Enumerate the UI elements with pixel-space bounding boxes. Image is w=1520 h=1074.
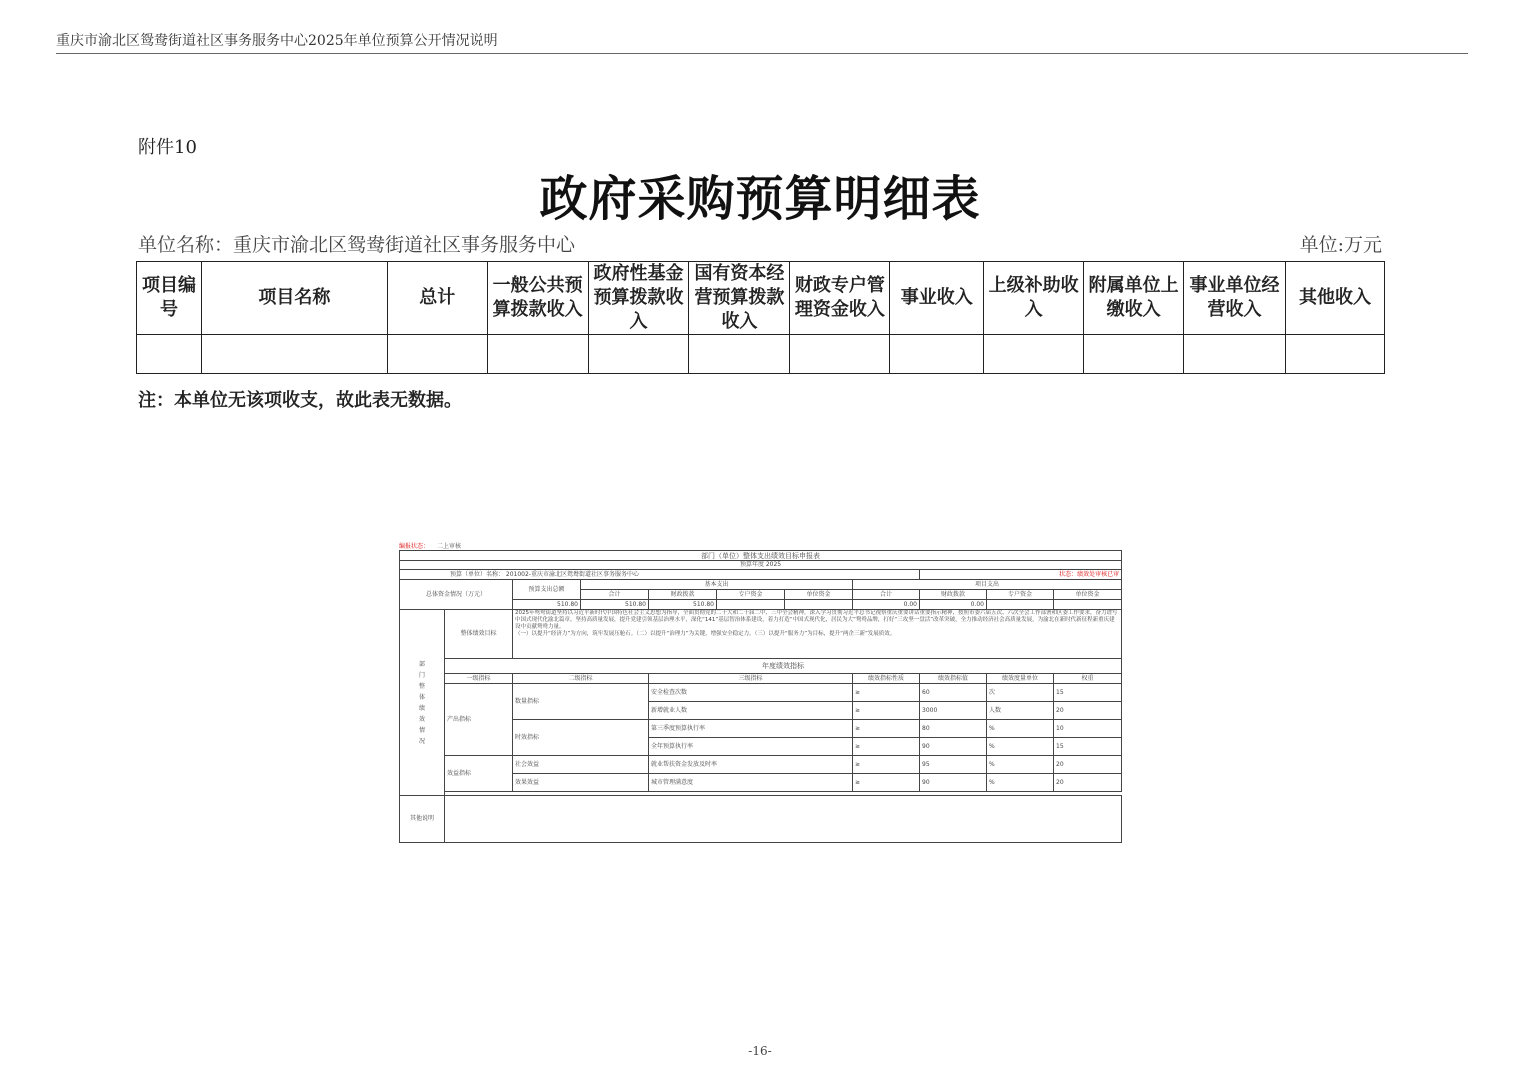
perf-l3: 城市管理满意度: [649, 774, 853, 792]
table-header-row: [137, 262, 1385, 335]
perf-ind-col: 绩效指标值: [920, 674, 987, 684]
col-header: 项目名称: [201, 262, 387, 335]
perf-fund-label: 总体资金情况（万元）: [400, 580, 513, 610]
perf-nature: ≥: [853, 738, 920, 756]
perf-l3: 就业帮扶资金发放及时率: [649, 756, 853, 774]
perf-subtitle: 预算年度 2025: [400, 561, 1122, 570]
perf-ind-value: 95: [920, 756, 987, 774]
perf-unit: %: [987, 756, 1054, 774]
perf-value: [987, 600, 1054, 610]
perf-l3: 安全检查次数: [649, 684, 853, 702]
header-rule: [56, 53, 1468, 54]
table-note: 注：本单位无该项收支，故此表无数据。: [138, 390, 462, 411]
unit-name: 单位名称：重庆市渝北区鸳鸯街道社区事务服务中心: [138, 234, 576, 256]
perf-other-label: 其他说明: [400, 796, 445, 843]
table-cell: [984, 335, 1084, 374]
perf-status-label: 编报状态：: [399, 543, 430, 550]
table-cell: [1084, 335, 1184, 374]
col-header: 总计: [387, 262, 487, 335]
perf-l1: 效益指标: [445, 756, 513, 792]
attachment-label: 附件10: [138, 137, 197, 158]
perf-status: 状态：绩效处审核已审: [920, 570, 1122, 580]
perf-value: 510.80: [649, 600, 717, 610]
perf-dept: 预算（单位）名称： 201002-重庆市渝北区鸳鸯街道社区事务服务中心: [400, 570, 920, 580]
perf-value: [717, 600, 785, 610]
perf-unit: %: [987, 774, 1054, 792]
perf-unit: 人数: [987, 702, 1054, 720]
table-cell: [890, 335, 984, 374]
perf-status-value: 二上审核: [436, 543, 461, 550]
procurement-table: [136, 261, 1385, 374]
perf-ind-col: 一级指标: [445, 674, 513, 684]
perf-nature: ≥: [853, 756, 920, 774]
perf-l2: 时效指标: [513, 720, 649, 756]
perf-dept-label: 部门整体绩效情况: [400, 610, 445, 796]
perf-value: 510.80: [581, 600, 649, 610]
col-header: 国有资本经营预算拨款收入: [689, 262, 790, 335]
perf-annual-label: 年度绩效指标: [445, 659, 1122, 674]
perf-ind-value: 60: [920, 684, 987, 702]
perf-subcol: 财政拨款: [649, 590, 717, 600]
perf-weight: 20: [1054, 756, 1122, 774]
perf-other-value: [445, 796, 1122, 843]
perf-subcol: 专户资金: [717, 590, 785, 600]
perf-ind-col: 三级指标: [649, 674, 853, 684]
table-cell: [790, 335, 890, 374]
perf-subcol: 合计: [853, 590, 920, 600]
perf-weight: 15: [1054, 684, 1122, 702]
perf-unit: 次: [987, 684, 1054, 702]
table-cell: [201, 335, 387, 374]
perf-value: 0.00: [920, 600, 987, 610]
perf-weight: 15: [1054, 738, 1122, 756]
perf-subcol: 单位资金: [785, 590, 853, 600]
perf-weight: 20: [1054, 702, 1122, 720]
perf-overall-label: 整体绩效目标: [445, 610, 513, 659]
table-cell: [1184, 335, 1286, 374]
perf-subcol: 单位资金: [1054, 590, 1122, 600]
perf-basic-label: 基本支出: [581, 580, 853, 590]
perf-value: 0.00: [853, 600, 920, 610]
perf-weight: 20: [1054, 774, 1122, 792]
perf-subcol: 合计: [581, 590, 649, 600]
table-cell: [588, 335, 689, 374]
table-cell: [689, 335, 790, 374]
perf-project-label: 项目支出: [853, 580, 1122, 590]
perf-status-line: [399, 541, 1121, 550]
perf-value: 510.80: [513, 600, 581, 610]
table-row: [137, 335, 1385, 374]
col-header: 其他收入: [1285, 262, 1384, 335]
performance-target-form: [399, 541, 1121, 861]
perf-l3: 第三季度预算执行率: [649, 720, 853, 738]
perf-ind-col: 绩效指标性质: [853, 674, 920, 684]
perf-nature: ≥: [853, 702, 920, 720]
perf-ind-value: 90: [920, 774, 987, 792]
col-header: 事业单位经营收入: [1184, 262, 1286, 335]
perf-l2: 社会效益: [513, 756, 649, 774]
perf-ind-col: 权重: [1054, 674, 1122, 684]
table-cell: [487, 335, 588, 374]
col-header: 事业收入: [890, 262, 984, 335]
col-header: 附属单位上缴收入: [1084, 262, 1184, 335]
perf-l1: 产出指标: [445, 684, 513, 756]
unit-currency: 单位:万元: [1299, 234, 1382, 256]
perf-weight: 10: [1054, 720, 1122, 738]
perf-ind-value: 80: [920, 720, 987, 738]
page-title: 政府采购预算明细表: [539, 171, 981, 227]
unit-row: [138, 230, 1382, 257]
perf-nature: ≥: [853, 684, 920, 702]
perf-unit: %: [987, 720, 1054, 738]
perf-ind-value: 3000: [920, 702, 987, 720]
perf-unit: %: [987, 738, 1054, 756]
page-number: -16-: [748, 1044, 772, 1058]
perf-title: 部门（单位）整体支出绩效目标申报表: [400, 551, 1122, 561]
perf-ind-col: 绩效度量单位: [987, 674, 1054, 684]
perf-nature: ≥: [853, 774, 920, 792]
perf-table: [399, 550, 1122, 843]
perf-l2: 数量指标: [513, 684, 649, 720]
col-header: 财政专户管理资金收入: [790, 262, 890, 335]
col-header: 上级补助收入: [984, 262, 1084, 335]
perf-value: [1054, 600, 1122, 610]
perf-nature: ≥: [853, 720, 920, 738]
table-cell: [137, 335, 202, 374]
col-header: 政府性基金预算拨款收入: [588, 262, 689, 335]
perf-ind-value: 90: [920, 738, 987, 756]
perf-l3: 全年预算执行率: [649, 738, 853, 756]
document-header: 重庆市渝北区鸳鸯街道社区事务服务中心2025年单位预算公开情况说明: [56, 33, 498, 49]
col-header: 项目编号: [137, 262, 202, 335]
perf-ind-col: 二级指标: [513, 674, 649, 684]
perf-total-label: 预算支出总额: [513, 580, 581, 600]
perf-overall-text: 2025年鸳鸯街道坚持以习近平新时代中国特色社会主义思想为指导，全面贯彻党的二十大和二十届二中、三中全会精神，深入学习贯彻习近平总书记视察重庆重要讲话重要指示精神，按照市委六届五次、六次全会工作部署和区委工作要求，奋力谱写中国式现代化渝北篇章。坚持高质量发展，提升党建引领基层治理水平，深化“141”基层智治体系建设，着力打造“中国式现代化，居民为大”鸳鸯品牌，打好“三攻坚一盘活”改革突破，全力推动经济社会高质量发展，为渝北在新时代新征程新重庆建设中贡献鸳鸯力量。 （一）以提升“经济力”为方向，筑牢发展压舱石。（二）以提升“治理力”为关键，增强安全稳定力。（三）以提升“服务力”为目标，提升“两企三新”发展质效。: [513, 610, 1122, 659]
perf-subcol: 专户资金: [987, 590, 1054, 600]
col-header: 一般公共预算拨款收入: [487, 262, 588, 335]
perf-l2: 效果效益: [513, 774, 649, 792]
perf-value: [785, 600, 853, 610]
table-cell: [387, 335, 487, 374]
perf-subcol: 财政拨款: [920, 590, 987, 600]
perf-l3: 新增就业人数: [649, 702, 853, 720]
table-cell: [1285, 335, 1384, 374]
